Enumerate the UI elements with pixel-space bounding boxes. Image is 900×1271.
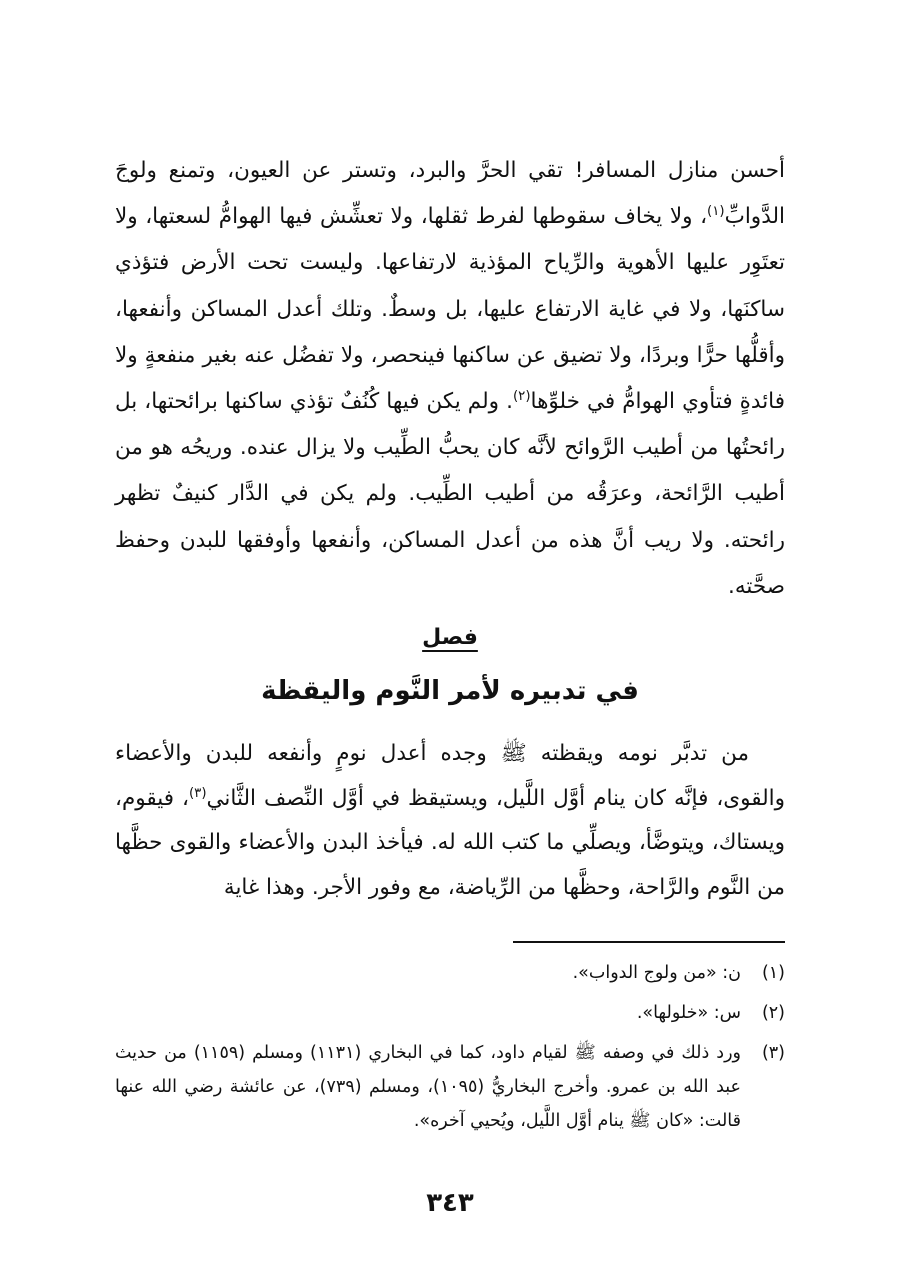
footnote-text: ورد ذلك في وصفه ﷺ لقيام داود، كما في البخاري (١١٣١) ومسلم (١١٥٩) من حديث عبد الله بن عمرو. وأخرج البخاريُّ (١٠٩٥)، ومسلم (٧٣٩)، عن عائشة رضي الله عنها قالت: «كان ﷺ ينام أوَّل اللَّيل، ويُحيي آخره». — [115, 1043, 741, 1131]
footnote-ref-1: (١) — [707, 204, 725, 220]
text-segment: ، فيقوم، ويستاك، ويتوضَّأ، ويصلِّي ما كتب الله له. فيأخذ البدن والأعضاء والقوى حظَّها من النَّوم والرَّاحة، وحظَّها من الرِّياضة، مع وفور الأجر. وهذا غاية — [115, 785, 785, 900]
footnote — [115, 956, 785, 990]
text-segment: . ولم يكن فيها كُنُفٌ تؤذي ساكنها برائحتها، بل رائحتُها من أطيب الرَّوائح لأنَّه كان يحبُّ الطِّيب ولا يزال عنده. وريحُه هو من أطيب الرَّائحة، وعرَقُه من أطيب الطِّيب. ولم يكن في الدَّار كنيفٌ تظهر رائحته. ولا ريب أنَّ هذه من أعدل المساكن، وأنفعها وأوفقها للبدن وحفظ صحَّته. — [115, 389, 785, 599]
paragraph — [115, 148, 785, 610]
footnote — [115, 996, 785, 1030]
footnote — [115, 1036, 785, 1138]
text-segment: ، ولا يخاف سقوطها لفرط ثقلها، ولا تعشِّش فيها الهوامُّ لسعتها، ولا تعتَوِر عليها الأهوية والرِّياح المؤذية لارتفاعها. وليست تحت الأرض فتؤذي ساكنَها، ولا في غاية الارتفاع عليها، بل وسطٌ. وتلك أعدل المساكن وأنفعها، وأقلُّها حرًّا وبردًا، ولا تضيق عن ساكنها فينحصر، ولا تفضُل عنه بغير منفعةٍ ولا فائدةٍ فتأوي الهوامُّ في خلوِّها — [115, 204, 786, 415]
footnote-ref-2: (٢) — [512, 388, 531, 404]
text-segment: أحسن منازل المسافر! تقي الحرَّ والبرد، وتستر عن العيون، وتمنع ولوجَ الدَّوابِّ — [115, 158, 785, 230]
body-paragraph-2 — [115, 732, 785, 910]
footnote-ref-3: (٣) — [188, 785, 207, 801]
footnote-number: (٣) — [761, 1043, 785, 1063]
paragraph — [115, 732, 785, 910]
page-number: ٣٤٣ — [426, 1188, 474, 1218]
fasl-heading: فصل — [422, 625, 478, 650]
footnote-number: (١) — [761, 963, 785, 983]
body-paragraph-1 — [115, 148, 785, 610]
footnote-number: (٢) — [761, 1003, 785, 1023]
text-segment: من تدبَّر نومه ويقظته ﷺ وجده أعدل نومٍ وأنفعه للبدن والأعضاء والقوى، فإنَّه كان ينام أوَّل اللَّيل، ويستيقظ في أوَّل النِّصف الثَّاني — [115, 741, 786, 811]
footnote-text: س: «خلولها». — [636, 1003, 741, 1023]
footnote-divider — [513, 941, 785, 943]
footnotes — [115, 956, 785, 1144]
section-title: في تدبيره لأمر النَّوم واليقظة — [261, 676, 639, 706]
footnote-text: ن: «من ولوج الدواب». — [572, 963, 741, 983]
